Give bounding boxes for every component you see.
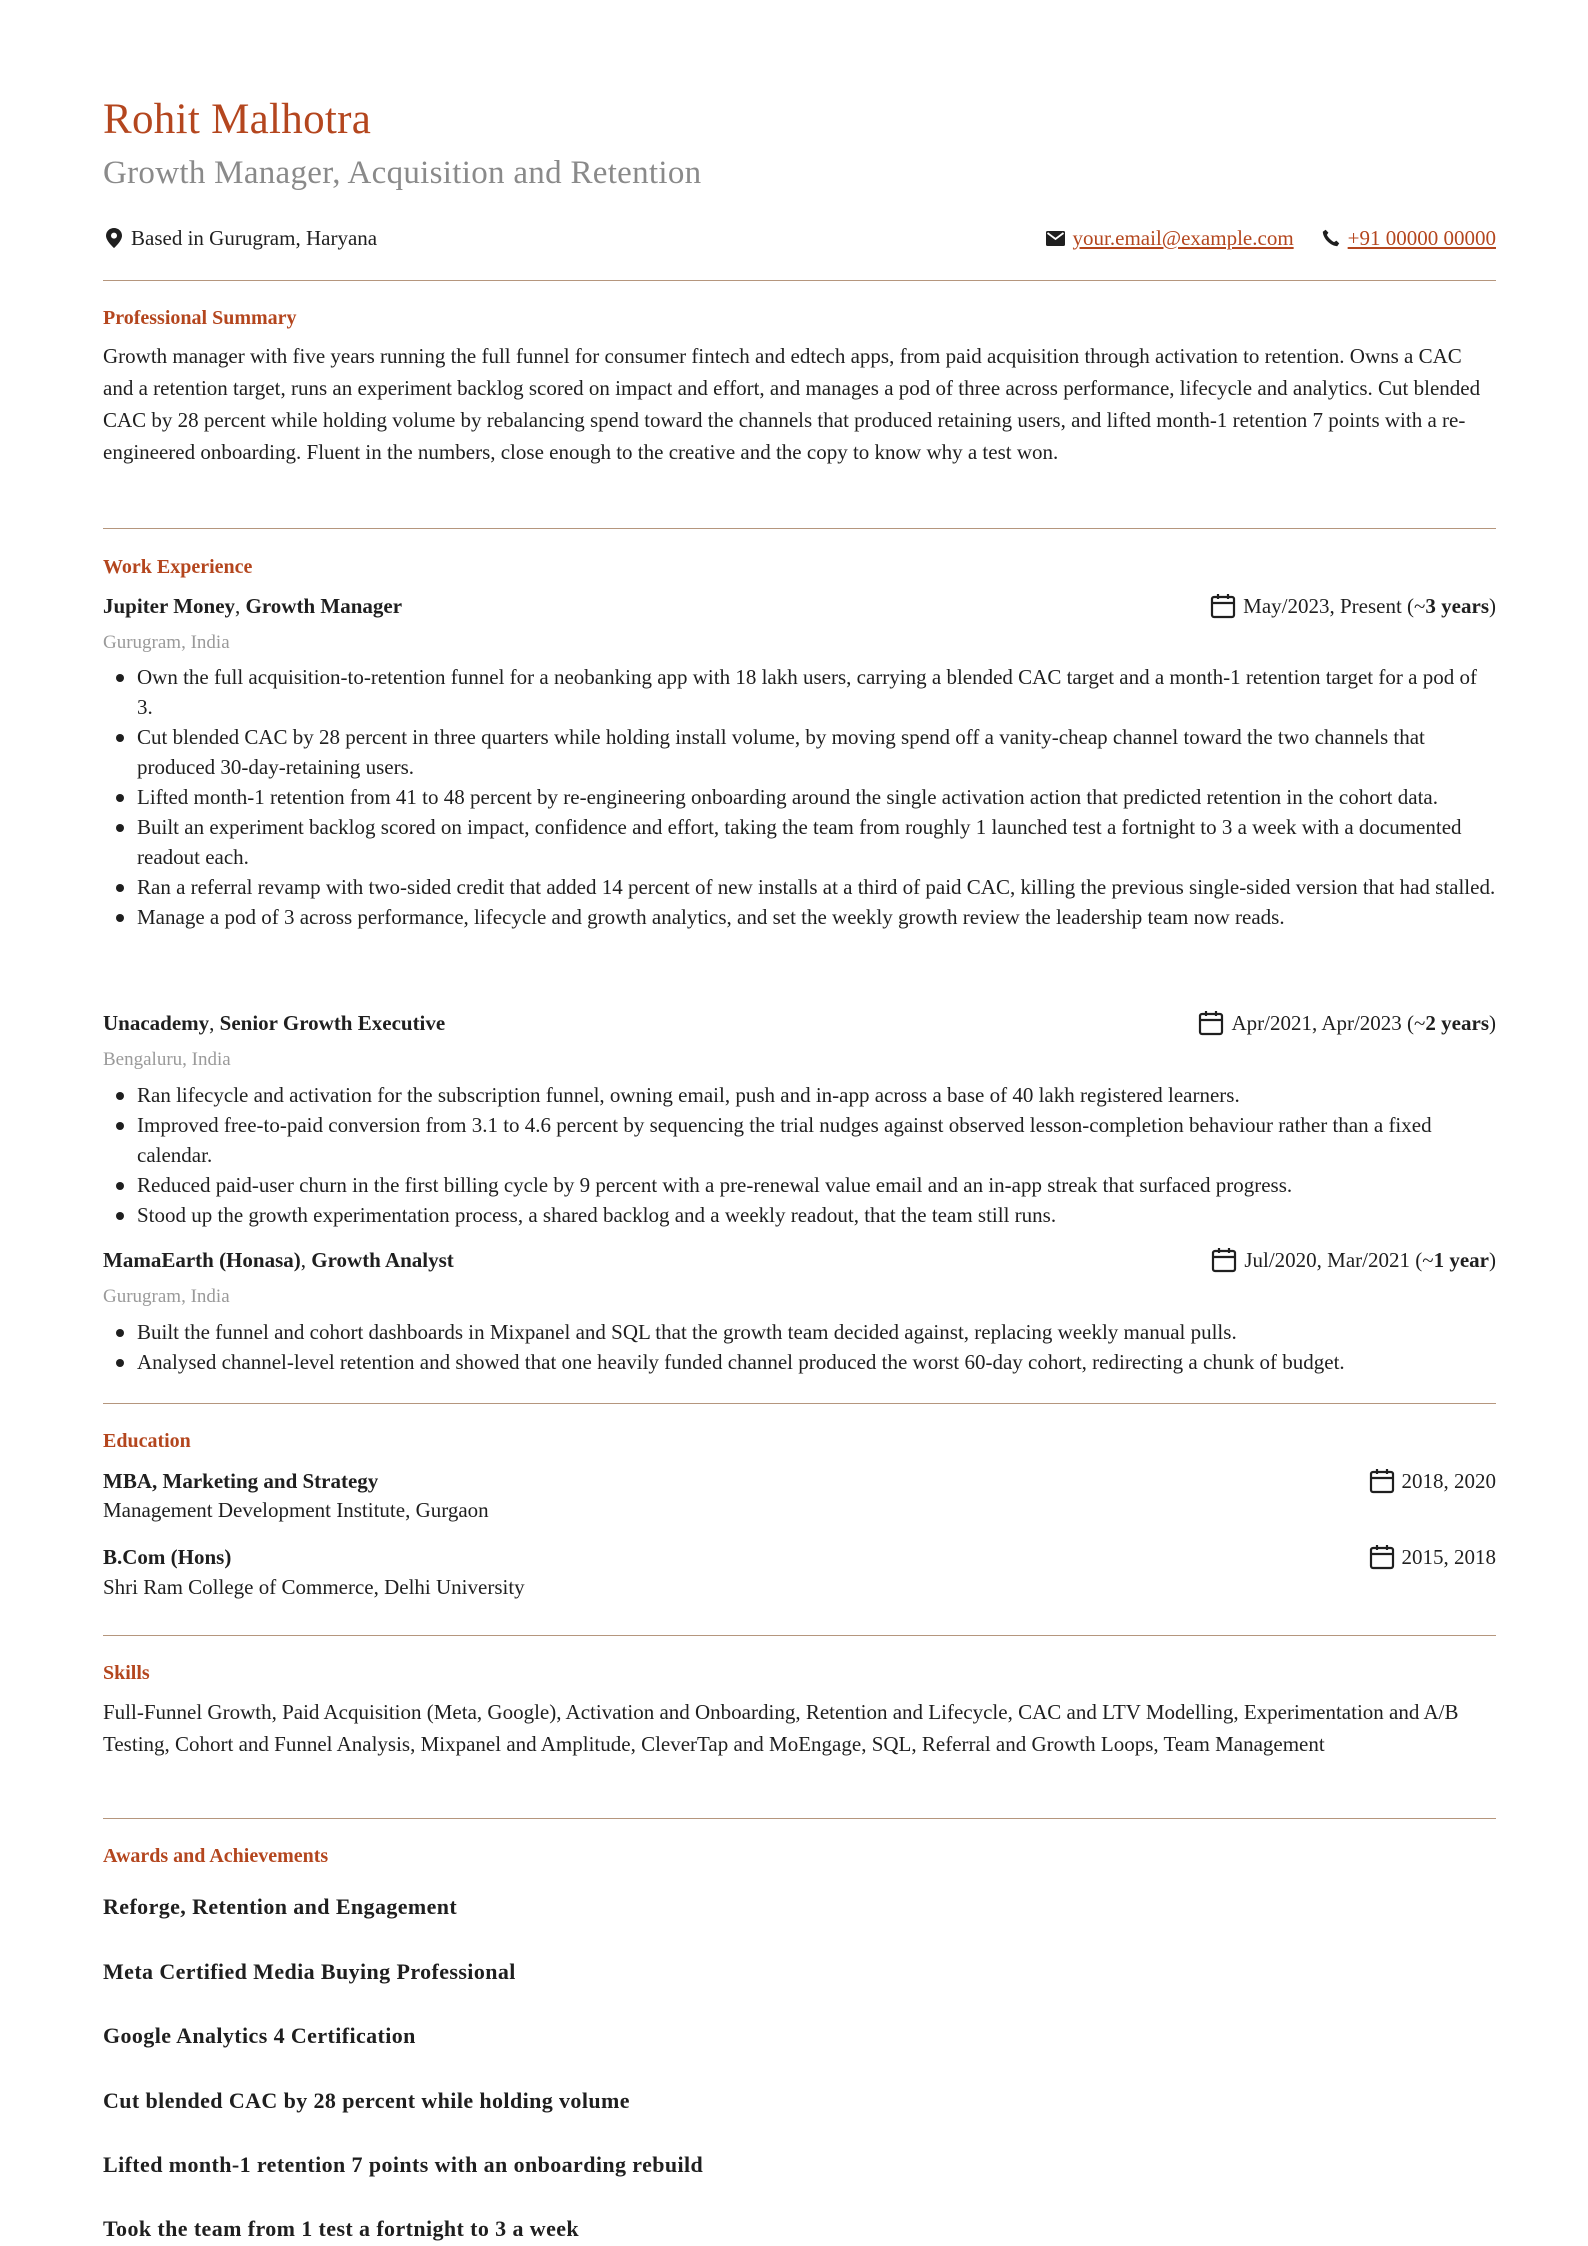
job-title: Jupiter Money, Growth Manager (103, 594, 403, 618)
list-item: Built an experiment backlog scored on impact, confidence and effort, taking the team from roughly 1 launched test a fortnight to 3 a week with a documented readout each. (137, 812, 1496, 872)
list-item: Lifted month-1 retention from 41 to 48 percent by re-engineering onboarding around the single activation action that predicted retention in the cohort data. (137, 782, 1496, 812)
education-dates (1369, 1465, 1497, 1497)
job-title: MamaEarth (Honasa), Growth Analyst (103, 1248, 454, 1272)
company-name: MamaEarth (Honasa) (103, 1248, 301, 1272)
divider (103, 1818, 1496, 1819)
section-title-experience: Work Experience (103, 556, 253, 578)
section-title-education: Education (103, 1430, 191, 1452)
contact-row (103, 223, 1496, 253)
job-location: Bengaluru, India (103, 1049, 231, 1070)
divider (103, 528, 1496, 529)
list-item: Reduced paid-user churn in the first billing cycle by 9 percent with a pre-renewal value email and an in-app streak that surfaced progress. (137, 1170, 1496, 1200)
job-bullets (103, 1080, 1496, 1230)
calendar-icon (1369, 1468, 1395, 1494)
education-item (103, 1541, 1496, 1573)
job-role: Growth Manager (245, 594, 403, 618)
divider (103, 1635, 1496, 1636)
list-item: Ran lifecycle and activation for the subscription funnel, owning email, push and in-app across a base of 40 lakh registered learners. (137, 1080, 1496, 1110)
job-dates: Jul/2020, Mar/2021 (~ 1 year ) (1211, 1244, 1496, 1276)
date-range: 2015, 2018 (1401, 1545, 1496, 1569)
job-location: Gurugram, India (103, 1286, 230, 1307)
job-role: Senior Growth Executive (219, 1011, 446, 1035)
education-item (103, 1465, 1496, 1497)
list-item: Ran a referral revamp with two-sided credit that added 14 percent of new installs at a third of paid CAC, killing the previous single-sided version that had stalled. (137, 872, 1496, 902)
section-title-skills: Skills (103, 1662, 150, 1684)
candidate-headline: Growth Manager, Acquisition and Retention (103, 155, 702, 191)
award-item: Meta Certified Media Buying Professional (103, 1959, 516, 1984)
job-bullets (103, 1317, 1496, 1377)
job-header (103, 590, 1496, 622)
list-item: Manage a pod of 3 across performance, lifecycle and growth analytics, and set the weekly growth review the leadership team now reads. (137, 902, 1496, 932)
job-dates: Apr/2021, Apr/2023 (~ 2 years ) (1198, 1007, 1496, 1039)
date-range: Apr/2021, Apr/2023 (~ (1231, 1011, 1426, 1035)
award-item: Lifted month-1 retention 7 points with an onboarding rebuild (103, 2152, 704, 2177)
phone-icon (1320, 227, 1342, 249)
date-range: May/2023, Present (~ (1243, 594, 1426, 618)
map-pin-icon (103, 227, 125, 249)
job-dates: May/2023, Present (~ 3 years ) (1210, 590, 1496, 622)
job-header (103, 1007, 1496, 1039)
section-title-summary: Professional Summary (103, 307, 297, 329)
phone-link[interactable]: +91 00000 00000 (1347, 226, 1496, 250)
calendar-icon (1211, 1247, 1237, 1273)
location-info (103, 223, 377, 253)
list-item: Own the full acquisition-to-retention funnel for a neobanking app with 18 lakh users, carrying a blended CAC target and a month-1 retention target for a pod of 3. (137, 662, 1496, 722)
list-item: Analysed channel-level retention and showed that one heavily funded channel produced the worst 60-day cohort, redirecting a chunk of budget. (137, 1347, 1496, 1377)
school-name: Management Development Institute, Gurgaon (103, 1498, 489, 1522)
company-name: Unacademy (103, 1011, 210, 1035)
section-title-awards: Awards and Achievements (103, 1845, 329, 1867)
company-name: Jupiter Money (103, 594, 236, 618)
duration: 1 year (1433, 1248, 1489, 1272)
candidate-name: Rohit Malhotra (103, 96, 372, 143)
calendar-icon (1369, 1544, 1395, 1570)
envelope-icon (1045, 227, 1067, 249)
education-dates (1369, 1541, 1497, 1573)
duration: 2 years (1425, 1011, 1489, 1035)
location-text: Based in Gurugram, Haryana (131, 226, 378, 250)
job-header (103, 1244, 1496, 1276)
school-name: Shri Ram College of Commerce, Delhi University (103, 1575, 525, 1599)
award-item: Took the team from 1 test a fortnight to 3 a week (103, 2216, 580, 2241)
calendar-icon (1210, 593, 1236, 619)
summary-text: Growth manager with five years running the full funnel for consumer fintech and edtech apps, from paid acquisition through activation to retention. Owns a CAC and a retention target, runs an experiment backlog scored on impact and effort, and manages a pod of three across performance, lifecycle and analytics. Cut blended CAC by 28 percent while holding volume by rebalancing spend toward the channels that produced retaining users, and lifted month-1 retention 7 points with a re-engineered onboarding. Fluent in the numbers, close enough to the creative and the copy to know why a test won. (103, 344, 1481, 464)
list-item: Cut blended CAC by 28 percent in three quarters while holding install volume, by moving spend off a vanity-cheap channel toward the two channels that produced 30-day-retaining users. (137, 722, 1496, 782)
job-role: Growth Analyst (311, 1248, 454, 1272)
date-range: Jul/2020, Mar/2021 (~ (1244, 1248, 1434, 1272)
date-range: 2018, 2020 (1401, 1469, 1496, 1493)
contact-links (1045, 223, 1496, 253)
skills-text: Full-Funnel Growth, Paid Acquisition (Meta, Google), Activation and Onboarding, Retention and Lifecycle, CAC and LTV Modelling, Experimentation and A/B Testing, Cohort and Funnel Analysis, Mixpanel and Amplitude, CleverTap and MoEngage, SQL, Referral and Growth Loops, Team Management (103, 1700, 1459, 1756)
divider (103, 1403, 1496, 1404)
award-item: Reforge, Retention and Engagement (103, 1894, 458, 1919)
list-item: Improved free-to-paid conversion from 3.1 to 4.6 percent by sequencing the trial nudges against observed lesson-completion behaviour rather than a fixed calendar. (137, 1110, 1496, 1170)
duration: 3 years (1425, 594, 1489, 618)
calendar-icon (1198, 1010, 1224, 1036)
list-item: Built the funnel and cohort dashboards in Mixpanel and SQL that the growth team decided against, replacing weekly manual pulls. (137, 1317, 1496, 1347)
award-item: Google Analytics 4 Certification (103, 2023, 416, 2048)
job-location: Gurugram, India (103, 632, 230, 653)
award-item: Cut blended CAC by 28 percent while holding volume (103, 2088, 630, 2113)
job-bullets (103, 662, 1496, 932)
list-item: Stood up the growth experimentation process, a shared backlog and a weekly readout, that the team still runs. (137, 1200, 1496, 1230)
email-link[interactable]: your.email@example.com (1072, 226, 1294, 250)
divider (103, 280, 1496, 281)
job-title: Unacademy, Senior Growth Executive (103, 1011, 446, 1035)
degree-title: B.Com (Hons) (103, 1545, 232, 1569)
degree-title: MBA, Marketing and Strategy (103, 1469, 379, 1493)
